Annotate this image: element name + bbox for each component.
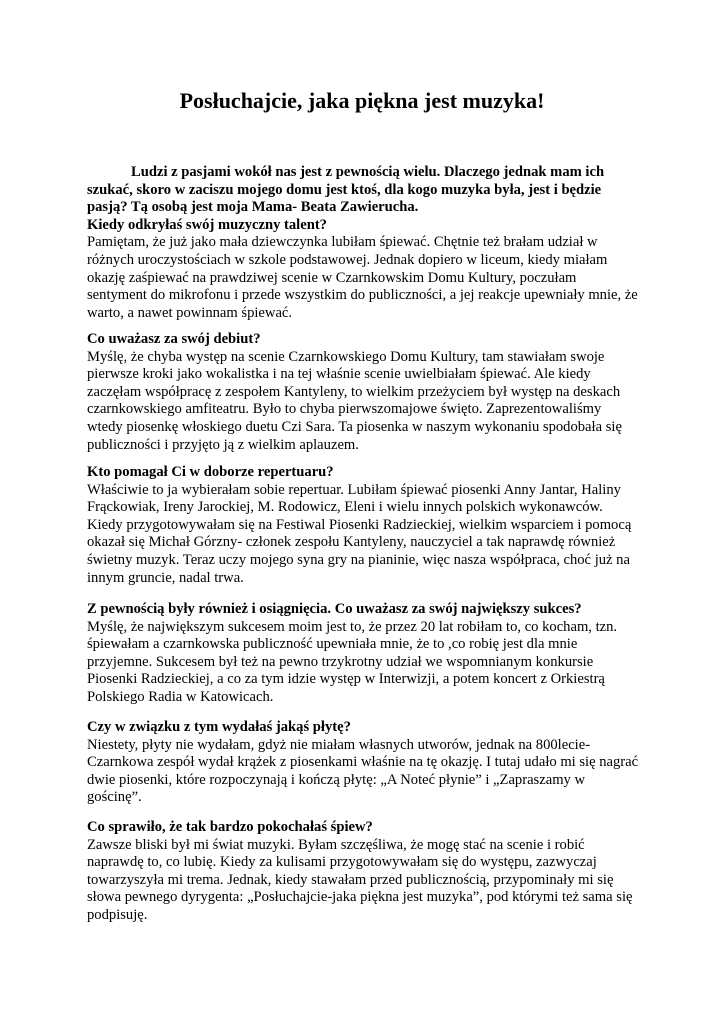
answer-line: Piosenki Radzieckiej, a co za tym idzie występ w Interwizji, a potem koncert z Orkiestrą xyxy=(87,671,605,688)
answer-line: różnych uroczystościach w szkole podstawowej. Jednak dopiero w liceum, kiedy miałam xyxy=(87,251,608,268)
answer-line: Myślę, że największym sukcesem moim jest to, że przez 20 lat robiłam to, co kocham, tzn. xyxy=(87,618,618,635)
qa-section-album xyxy=(87,719,647,807)
intro-line: szukać, skoro w zaciszu mojego domu jest ktoś, dla kogo muzyka była, jest i będzie xyxy=(87,181,602,198)
question-heading: Z pewnością były również i osiągnięcia. Co uważasz za swój największy sukces? xyxy=(87,601,582,617)
answer-line: towarzyszyła mi trema. Jednak, kiedy stawałam przed publicznością, przypominały mi się xyxy=(87,871,614,888)
answer-line: sentyment do mikrofonu i przede wszystkim do publiczności, a jej reakcje upewniały mnie, że xyxy=(87,287,638,304)
question-heading: Co sprawiło, że tak bardzo pokochałaś śpiew? xyxy=(87,819,373,835)
intro-block xyxy=(87,164,647,322)
answer-line: Pamiętam, że już jako mała dziewczynka lubiłam śpiewać. Chętnie też brałam udział w xyxy=(87,234,598,251)
answer-line: okazję zaśpiewać na prawdziwej scenie w Czarnkowskim Domu Kultury, poczułam xyxy=(87,269,577,286)
answer-line: pierwsze kroki jako wokalistka i na tej właśnie scenie uwielbiałam śpiewać. Ale kiedy xyxy=(87,366,591,383)
question-heading: Czy w związku z tym wydałaś jakąś płytę? xyxy=(87,719,351,735)
answer-line: świetny muzyk. Teraz uczy mojego syna gry na pianinie, więc nasza współpraca, choć już na xyxy=(87,551,630,568)
answer-line: zaczęłam współpracę z zespołem Kantyleny, to wielkim przeżyciem był występ na deskach xyxy=(87,383,621,400)
intro-line: pasją? Tą osobą jest moja Mama- Beata Zawierucha. xyxy=(87,199,419,216)
answer-line: okazał się Michał Górzny- członek zespołu Kantyleny, nauczyciel a tak naprawdę również xyxy=(87,534,616,551)
answer-line: wtedy piosenkę włoskiego duetu Czi Sara. Ta piosenka w naszym wykonaniu spodobała się xyxy=(87,418,622,435)
answer-line: dwie piosenki, które rozpoczynają i kończą płytę: „A Noteć płynie” i „Zapraszamy w xyxy=(87,771,586,788)
answer-line: Polskiego Radia w Katowicach. xyxy=(87,688,274,705)
answer-line: Myślę, że chyba występ na scenie Czarnkowskiego Domu Kultury, tam stawiałam swoje xyxy=(87,348,605,365)
intro-line: Ludzi z pasjami wokół nas jest z pewnością wielu. Dlaczego jednak mam ich xyxy=(131,164,605,180)
answer-line: podpisuję. xyxy=(87,906,148,923)
answer-line: innym gruncie, nadal trwa. xyxy=(87,569,244,586)
qa-section-debut xyxy=(87,331,647,454)
answer-line: Zawsze bliski był mi świat muzyki. Byłam szczęśliwa, że mogę stać na scenie i robić xyxy=(87,836,585,853)
answer-line: Niestety, płyty nie wydałam, gdyż nie miałam własnych utworów, jednak na 800lecie- xyxy=(87,736,591,753)
answer-line: Frąckowiak, Ireny Jarockiej, M. Rodowicz, Eleni i wielu innych polskich wykonawców. xyxy=(87,499,603,516)
answer-line: przyjemne. Sukcesem był też na pewno trzykrotny udział we wspomnianym konkursie xyxy=(87,653,594,670)
question-heading: Co uważasz za swój debiut? xyxy=(87,331,261,347)
qa-section-love-of-singing xyxy=(87,819,647,925)
question-heading: Kto pomagał Ci w doborze repertuaru? xyxy=(87,464,334,480)
answer-line: Właściwie to ja wybierałam sobie repertuar. Lubiłam śpiewać piosenki Anny Jantar, Haliny xyxy=(87,481,621,498)
answer-line: gościnę”. xyxy=(87,789,142,806)
answer-line: Kiedy przygotowywałam się na Festiwal Piosenki Radzieckiej, wielkim wsparciem i pomocą xyxy=(87,516,632,533)
answer-line: naprawdę to, co lubię. Kiedy za kulisami przygotowywałam się do występu, zazwyczaj xyxy=(87,854,597,871)
answer-line: warto, a nawet powinnam śpiewać. xyxy=(87,304,293,321)
qa-section-repertoire xyxy=(87,464,647,587)
question-heading: Kiedy odkryłaś swój muzyczny talent? xyxy=(87,216,327,233)
answer-line: czarnkowskiego amfiteatru. Było to chyba pierwszomajowe święto. Zaprezentowaliśmy xyxy=(87,401,602,418)
answer-line: słowa pewnego dyrygenta: „Posłuchajcie-jaka piękna jest muzyka”, pod którymi też sama się xyxy=(87,889,633,906)
document-title: Posłuchajcie, jaka piękna jest muzyka! xyxy=(179,88,545,113)
answer-line: śpiewałam a czarnkowska publiczność upewniała mnie, że to ,co robię jest dla mnie xyxy=(87,636,578,653)
answer-line: publiczności i przyjęto ją z wielkim aplauzem. xyxy=(87,436,359,453)
qa-section-success xyxy=(87,601,647,707)
answer-line: Czarnkowa zespół wydał krążek z piosenkami właśnie na tę okazję. I tutaj udało mi się nagrać xyxy=(87,754,639,771)
